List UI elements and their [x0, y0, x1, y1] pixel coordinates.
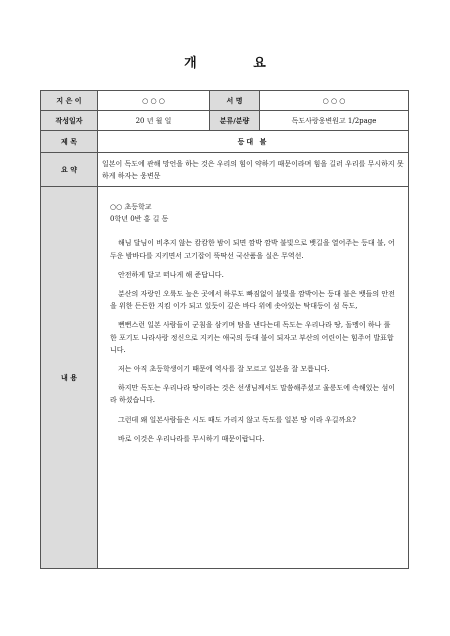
content-paragraph: 분산의 자랑인 오륙도 높은 곳에서 하루도 빠짐없이 불빛을 깜박이는 등대 불은 뱃들의 안전을 위한 든든한 지킴 이가 되고 있듯이 깊은 바다 위에 솟아있는 탁대등이 섬 독도,	[110, 290, 395, 311]
author-label: 지 은 이	[41, 91, 98, 111]
subject-value: 등대 불	[98, 131, 409, 153]
document-title: 개 요	[184, 56, 292, 71]
signature-value: ○ ○ ○	[260, 91, 409, 111]
subject-row	[41, 131, 409, 153]
student-name: 0학년 0반 홍 길 동	[110, 215, 169, 224]
date-value: 20 년 월 일	[98, 111, 210, 131]
content-body	[98, 187, 409, 569]
category-value: 독도사랑웅변원고 1/2page	[260, 111, 409, 131]
author-row	[41, 91, 409, 111]
content-paragraph: 뻔뻔스런 일본 사람들이 군침을 삼키며 탐을 낸다는데 독도는 우리나라 땅, 돌멩이 하나 풀 한 포기도 나라사랑 정신으로 지키는 애국의 등대 불이 되자고 부산의 어린이는 힘주어 발표합니다.	[110, 321, 394, 354]
subject-label: 제 목	[41, 131, 98, 153]
content-label: 내 용	[41, 187, 98, 569]
school-name: ○○ 초등학교	[110, 203, 152, 211]
content-row	[41, 187, 409, 569]
overview-form-table	[40, 90, 409, 569]
signature-label: 서 명	[210, 91, 260, 111]
category-label: 분류/분량	[210, 111, 260, 131]
summary-label: 요 약	[41, 153, 98, 187]
summary-value: 일본이 독도에 관해 망언을 하는 것은 우리의 힘이 약하기 때문이라며 힘을 길러 우리를 무시하지 못하게 하자는 웅변문	[98, 153, 409, 187]
content-paragraph: 해님 달님이 비추지 않는 캄캄한 밤이 되면 깜박 깜박 불빛으로 뱃길을 열어주는 등대 불, 어두운 밤바다를 지키면서 고기잡이 뚝딱선 국산품을 실은 무역선.	[110, 239, 395, 260]
content-paragraph: 안전하게 달고 떠나게 해 준답니다.	[118, 270, 224, 279]
date-label: 작성일자	[41, 111, 98, 131]
summary-row	[41, 153, 409, 187]
content-paragraph: 그런데 왜 일본사람들은 시도 때도 가리지 않고 독도를 일본 땅 이라 우길까요?	[118, 415, 356, 424]
content-paragraph: 저는 아직 초등학생이기 때문에 역사를 잘 모르고 일본을 잘 모릅니다.	[118, 365, 330, 374]
content-paragraph: 하지만 독도는 우리나라 땅이라는 것은 선생님께서도 말씀해주셨고 울릉도에 속해있는 섬이라 하셨습니다.	[110, 384, 395, 405]
date-row	[41, 111, 409, 131]
content-paragraph: 바로 이것은 우리나라를 무시하기 때문이랍니다.	[118, 434, 265, 443]
author-value: ○ ○ ○	[98, 91, 210, 111]
